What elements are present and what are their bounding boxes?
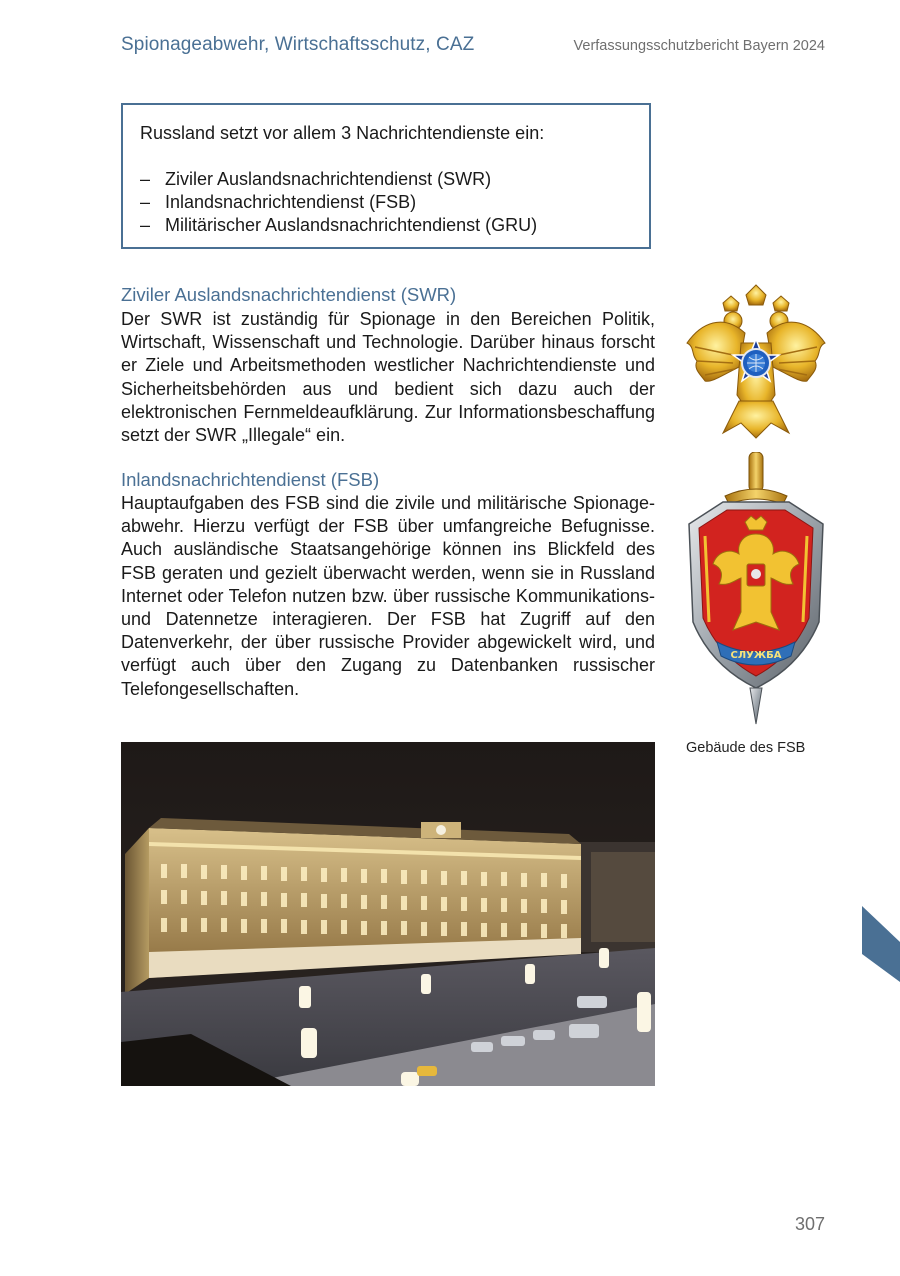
section-body-fsb: Hauptaufgaben des FSB sind die zivile und militärische Spionageabwehr. Hierzu verfügt der FSB über umfangreiche Befugnisse. Auch ausländische Staatsangehörige können ins Blickfeld des FSB geraten und gezielt überwacht werden, wenn sie in Russland Internet oder Telefon nutzen bzw. über russische Kommunikations- und Datennetze interagieren. Der FSB hat Zugriff auf den Datenverkehr, der über russische Provider abgewickelt wird, und verfügt auch über den Zugang zu Datenbanken russischer Telefongesellschaften. [121, 493, 655, 699]
page-number: 307 [794, 1214, 825, 1234]
photo-caption: Gebäude des FSB [686, 740, 806, 756]
info-box [121, 103, 651, 249]
fsb-ribbon-text: СЛУЖБА [730, 650, 782, 661]
list-item: – Ziviler Auslandsnachrichtendienst (SWR) [140, 169, 492, 189]
running-header-report: Verfassungsschutzbericht Bayern 2024 [573, 38, 825, 54]
running-header-section: Spionageabwehr, Wirtschaftsschutz, CAZ [121, 34, 475, 55]
info-box-list [140, 168, 632, 237]
section-body-swr: Der SWR ist zuständig für Spionage in den Bereichen Politik, Wirtschaft, Wissenschaft und Technologie. Darüber hinaus forscht er Ziele und Arbeitsmethoden westlicher Nachrichtendienste und Sicherheitsbehörden aus und bedient sich dazu auch der elektronischen Fernmeldeaufklärung. Zur Informationsbeschaffung setzt der SWR „Illegale“ ein. [121, 309, 655, 446]
fsb-emblem-icon [683, 452, 829, 726]
swr-emblem-icon [683, 283, 829, 441]
list-item: – Militärischer Auslandsnachrichtendienst (GRU) [140, 215, 538, 235]
section-title-swr: Ziviler Auslandsnachrichtendienst (SWR) [121, 284, 457, 305]
chapter-tab-marker [862, 906, 900, 987]
info-box-lead: Russland setzt vor allem 3 Nachrichtendienste ein: [140, 123, 545, 143]
fsb-building-photo [121, 742, 655, 1086]
list-item: – Inlandsnachrichtendienst (FSB) [140, 192, 417, 212]
section-title-fsb: Inlandsnachrichtendienst (FSB) [121, 469, 380, 490]
